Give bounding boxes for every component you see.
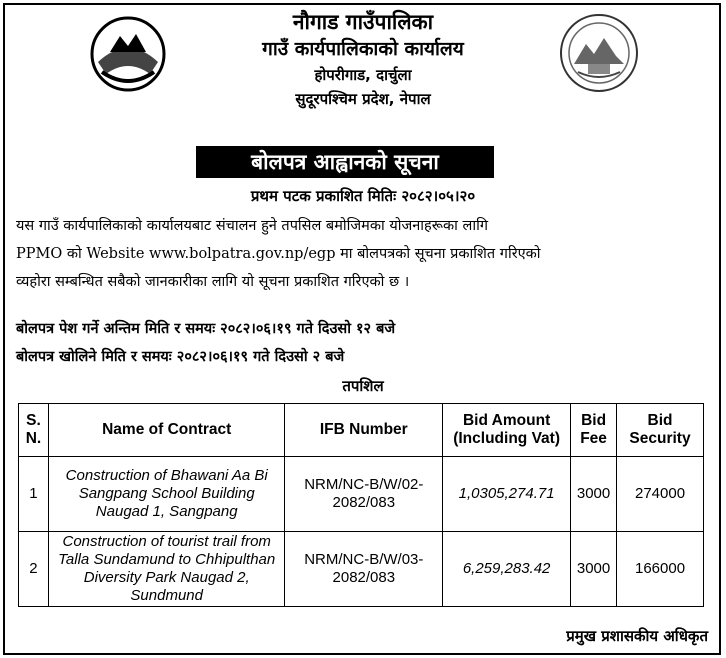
table-row bbox=[19, 457, 704, 532]
body-line: PPMO को Website www.bolpatra.gov.np/egp मा बोलपत्रको सूचना प्रकाशित गरिएको bbox=[16, 246, 541, 262]
cell-security: 166000 bbox=[617, 532, 704, 607]
office-location: होपरीगाड, दार्चुला bbox=[314, 66, 412, 84]
signatory-title: प्रमुख प्रशासकीय अधिकृत bbox=[566, 627, 708, 645]
contracts-table bbox=[18, 403, 704, 607]
cell-sn: 1 bbox=[19, 457, 49, 532]
cell-amount: 6,259,283.42 bbox=[443, 532, 571, 607]
office-header bbox=[0, 8, 726, 111]
body-line: व्यहोरा सम्बन्धित सबैको जानकारीका लागि यो सूचना प्रकाशित गरिएको छ । bbox=[16, 274, 410, 290]
table-caption: तपशिल bbox=[342, 377, 384, 395]
cell-amount: 1,0305,274.71 bbox=[443, 457, 571, 532]
cell-contract-name: Construction of Bhawani Aa Bi Sangpang School Building Naugad 1, Sangpang bbox=[48, 457, 285, 532]
col-sn: S. N. bbox=[19, 404, 49, 457]
col-fee: Bid Fee bbox=[571, 404, 617, 457]
province-country: सुदूरपश्चिम प्रदेश, नेपाल bbox=[295, 90, 431, 108]
col-security: Bid Security bbox=[617, 404, 704, 457]
submission-deadline: बोलपत्र पेश गर्ने अन्तिम मिति र समयः २०८२।०६।१९ गते दिउसो १२ बजे bbox=[16, 321, 396, 337]
col-name: Name of Contract bbox=[48, 404, 285, 457]
cell-fee: 3000 bbox=[571, 532, 617, 607]
col-ifb: IFB Number bbox=[285, 404, 443, 457]
notice-body bbox=[16, 212, 706, 296]
body-line: यस गाउँ कार्यपालिकाको कार्यालयबाट संचालन हुने तपसिल बमोजिमका योजनाहरूका लागि bbox=[16, 218, 489, 234]
cell-fee: 3000 bbox=[571, 457, 617, 532]
table-header-row bbox=[19, 404, 704, 457]
col-amount: Bid Amount (Including Vat) bbox=[443, 404, 571, 457]
cell-ifb: NRM/NC-B/W/03-2082/083 bbox=[285, 532, 443, 607]
cell-contract-name: Construction of tourist trail from Talla Sundamund to Chhipulthan Diversity Park Naugad 2, Sundmund bbox=[48, 532, 285, 607]
cell-ifb: NRM/NC-B/W/02-2082/083 bbox=[285, 457, 443, 532]
table-row bbox=[19, 532, 704, 607]
opening-deadline: बोलपत्र खोलिने मिति र समयः २०८२।०६।१९ गते दिउसो २ बजे bbox=[16, 349, 345, 365]
cell-security: 274000 bbox=[617, 457, 704, 532]
office-name: गाउँ कार्यपालिकाको कार्यालय bbox=[262, 38, 464, 60]
notice-title: बोलपत्र आह्वानको सूचना bbox=[196, 146, 494, 178]
cell-sn: 2 bbox=[19, 532, 49, 607]
municipality-name: नौगाड गाउँपालिका bbox=[292, 10, 434, 34]
published-date: प्रथम पटक प्रकाशित मितिः २०८२।०५।२० bbox=[250, 187, 476, 205]
